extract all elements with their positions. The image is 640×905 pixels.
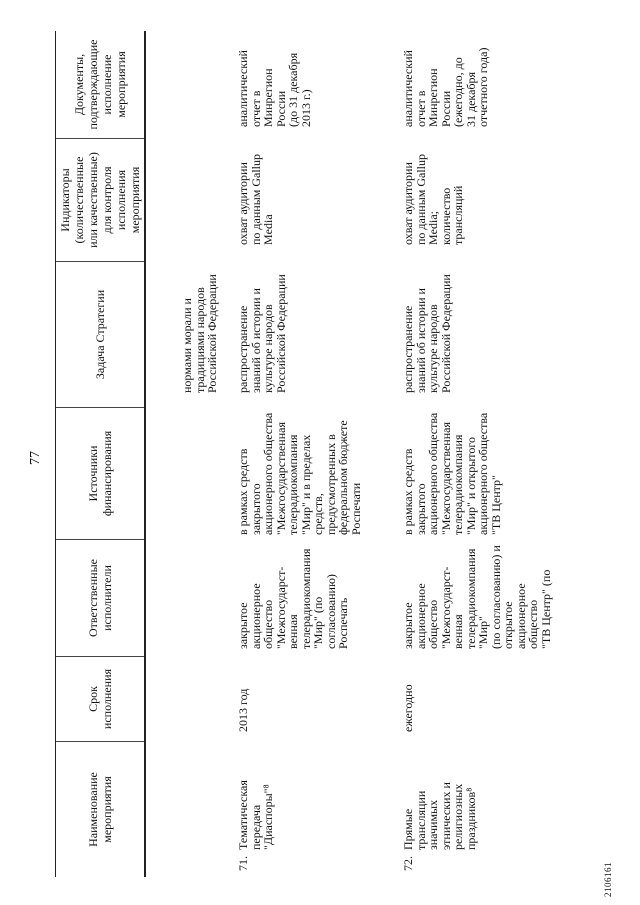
- header-executors: Ответственные исполнители: [86, 559, 114, 637]
- strategy-task: распространение знаний об истории и культуре народов Российской Федерации: [401, 274, 453, 393]
- funding: в рамках средств закрытого акционерного общества "Межгосударственная телерадиокомпания "Мир" и в пределах средств, предусмотренных в федеральном бюджете Роспечати: [236, 412, 363, 535]
- indicators: охват аудитории по данным Gallup Media: [236, 153, 275, 245]
- term: ежегодно: [401, 684, 415, 732]
- documents: аналитический отчет в Минрегион России (до 31 декабря 2013 г.): [236, 50, 313, 127]
- activity-name: Тематическая передача "Диаспоры"⁸: [236, 780, 275, 850]
- documents: аналитический отчет в Минрегион России (ежегодно, до 31 декабря отчетного года): [401, 47, 490, 127]
- activity-name: Прямые трансляции значимых этнических и религиозных праздников⁸: [401, 782, 478, 850]
- indicators: охват аудитории по данным Gallup Media; количество трансляций: [401, 153, 465, 245]
- executors: закрытое акционерное общество "Межгосударст- венная телерадиокомпания "Мир" (по согласованию) и открытое акционерное общество "ТВ Центр" (по: [401, 545, 553, 649]
- term: 2013 год: [236, 688, 250, 732]
- executors: закрытое акционерное общество "Межгосударст- венная телерадиокомпания "Мир" (по согласованию) Роспечать: [236, 548, 350, 649]
- header-funding: Источники финансирования: [86, 430, 114, 517]
- row-number: 72.: [401, 856, 415, 871]
- table-header-rule: [144, 31, 146, 877]
- funding: в рамках средств закрытого акционерного общества "Межгосударственная телерадиокомпания "Мир" и открытого акционерного общества "ТВ Центр": [401, 412, 503, 535]
- strategy-task: распространение знаний об истории и культуре народов Российской Федерации: [236, 274, 288, 393]
- continuation-task: нормами морали и традициями народов Российской Федерации: [180, 274, 219, 393]
- row-number: 71.: [236, 856, 250, 871]
- header-indicators: Индикаторы (количественные или качественные) для контроля исполнения мероприятия: [58, 152, 142, 248]
- header-documents: Документы, подтверждающие исполнение мероприятия: [72, 39, 128, 130]
- header-name: Наименование мероприятия: [86, 772, 114, 847]
- document-code: 2106161: [603, 862, 613, 897]
- page-number: 77: [28, 451, 43, 465]
- header-task: Задача Стратегии: [93, 289, 107, 380]
- header-term: Срок исполнения: [86, 668, 114, 730]
